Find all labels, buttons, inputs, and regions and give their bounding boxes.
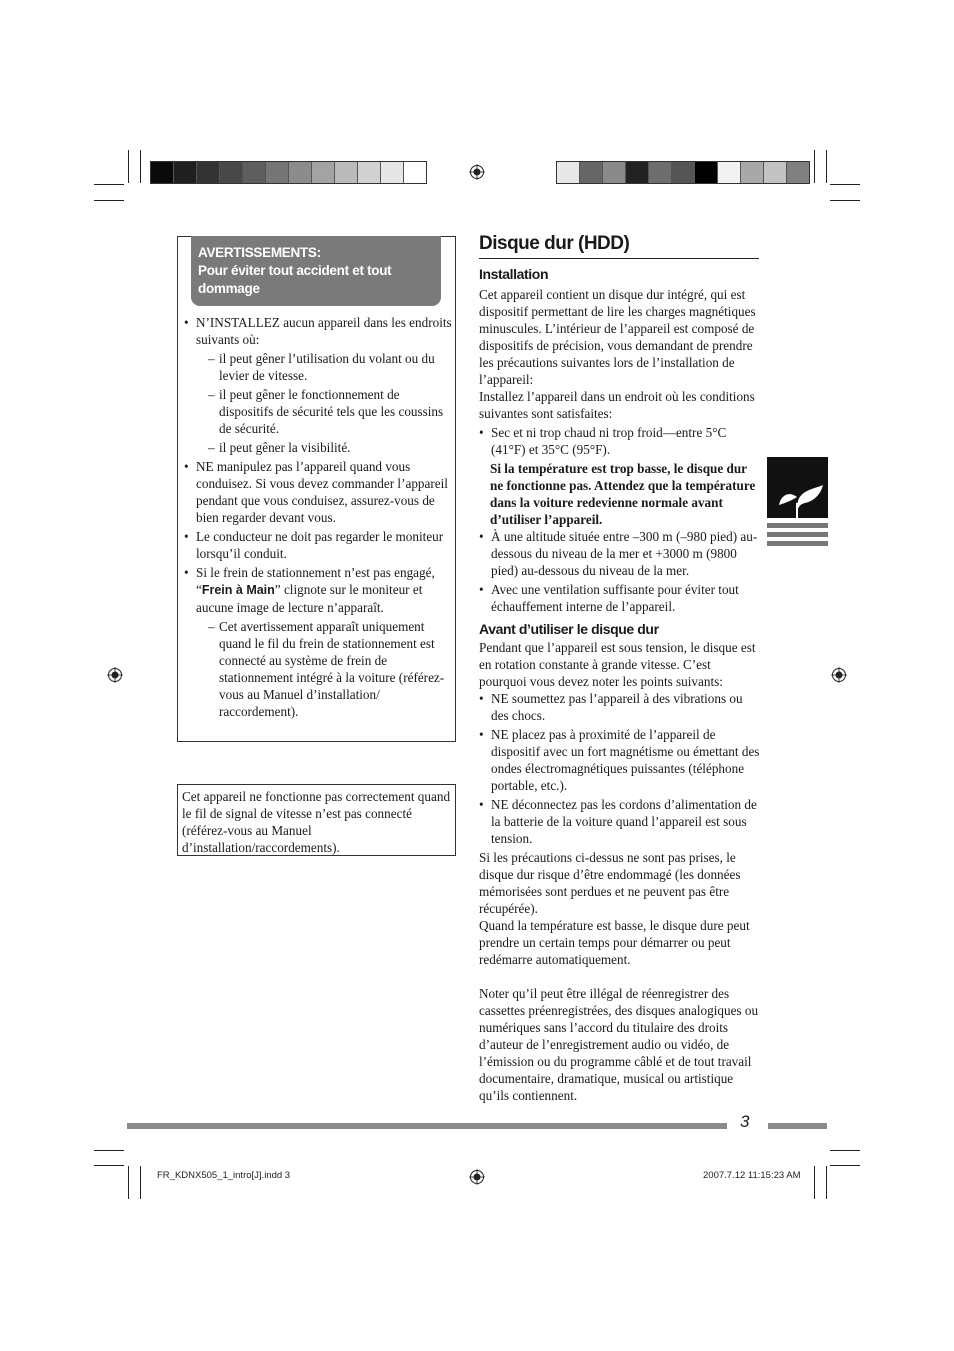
- registration-mark-icon: [469, 164, 485, 180]
- crop-mark: [94, 1165, 124, 1166]
- page-number: 3: [740, 1112, 750, 1131]
- before-use-intro: Pendant que l’appareil est sous tension, le disque est en rotation constante à grande vitesse. C’est pourquoi vous devez noter les points suivants:: [479, 640, 756, 689]
- warning-sub-bullet: – il peut gêner le fonctionnement de dispositifs de sécurité tels que les coussins de sécurité.: [184, 386, 452, 437]
- title-rule: [479, 258, 759, 259]
- warning-bullet: [184, 564, 452, 616]
- before-use-consequence: Si les précautions ci-dessus ne sont pas prises, le disque dur risque d’être endommagé (les données mémorisées sont perdues et ne peuvent pas être récupérée).: [479, 850, 741, 916]
- warning-content: [184, 314, 452, 722]
- footer-bar-right: [768, 1123, 827, 1129]
- color-swatch: [626, 162, 649, 183]
- parking-brake-term: Frein à Main: [201, 583, 275, 597]
- crop-mark: [814, 150, 815, 183]
- footer-bar-left: [127, 1123, 727, 1129]
- color-swatch: [764, 162, 787, 183]
- warning-subtitle: Pour éviter tout accident et tout dommage: [198, 263, 392, 296]
- color-swatch: [649, 162, 672, 183]
- warning-bullet-text: ” clignote sur le moniteur et aucune image de lecture n’apparaît.: [196, 582, 423, 615]
- warning-bullet: • Le conducteur ne doit pas regarder le moniteur lorsqu’il conduit.: [184, 528, 452, 562]
- speed-signal-note: Cet appareil ne fonctionne pas correctement quand le fil de signal de vitesse n’est pas connecté (référez-vous au Manuel d’installation/raccordements).: [177, 784, 456, 856]
- installation-heading: Installation: [479, 266, 549, 282]
- copyright-notice: Noter qu’il peut être illégal de réenregistrer des cassettes préenregistrées, des disques analogiques ou numériques sans l’accord du titulaire des droits d’auteur de l’enregistrement audio ou vidéo, de l’émission ou du programme câblé et de tout travail documentaire, dramatique, musical ou artistique qu’ils contiennent.: [479, 986, 759, 1103]
- installation-conditions: Installez l’appareil dans un endroit où les conditions suivantes sont satisfaites:: [479, 389, 755, 421]
- color-swatch: [603, 162, 626, 183]
- color-bar-right: [556, 161, 810, 184]
- registration-mark-icon: [469, 1169, 485, 1185]
- installation-intro: Cet appareil contient un disque dur intégré, qui est dispositif permettant de lire les charges magnétiques minuscules. L’intérieur de l’appareil est composé de dispositifs de précision, vous demandant de prendre les précautions suivantes lors de l’installation de l’appareil:: [479, 287, 756, 387]
- crop-mark: [814, 1166, 815, 1199]
- color-swatch: [695, 162, 718, 183]
- warning-bullet: • NE manipulez pas l’appareil quand vous conduisez. Si vous devez commander l’appareil pendant que vous conduisez, assurez-vous de bien regarder devant vous.: [184, 458, 452, 526]
- warning-title: AVERTISSEMENTS:: [198, 245, 321, 260]
- before-use-bullet: • NE placez pas à proximité de l’appareil de dispositif avec un fort magnétisme ou émettant des ondes électromagnétiques puissantes (téléphone portable, etc.).: [479, 726, 760, 794]
- crop-mark: [830, 184, 860, 185]
- leaf-icon: [767, 457, 828, 549]
- color-swatch: [197, 162, 220, 183]
- crop-mark: [830, 1165, 860, 1166]
- slug-date: 2007.7.12 11:15:23 AM: [703, 1170, 801, 1181]
- color-swatch: [289, 162, 312, 183]
- before-use-bullet: • NE déconnectez pas les cordons d’alimentation de la batterie de la voiture quand l’appareil est sous tension.: [479, 796, 760, 847]
- color-swatch: [557, 162, 580, 183]
- color-swatch: [312, 162, 335, 183]
- crop-mark: [94, 184, 124, 185]
- color-swatch: [151, 162, 174, 183]
- color-swatch: [787, 162, 809, 183]
- warning-bullet: • N’INSTALLEZ aucun appareil dans les endroits suivants où:: [184, 314, 452, 348]
- color-swatch: [741, 162, 764, 183]
- color-swatch: [220, 162, 243, 183]
- installation-bullet: • Sec et ni trop chaud ni trop froid—entre 5°C (41°F) et 35°C (95°F).: [479, 424, 760, 458]
- crop-mark: [140, 150, 141, 183]
- crop-mark: [94, 1150, 124, 1151]
- color-swatch: [358, 162, 381, 183]
- installation-bullet: • À une altitude située entre –300 m (–980 pied) au-dessous du niveau de la mer et +3000 m (9800 pied) au-dessous du niveau de la mer.: [479, 528, 760, 579]
- warning-sub-bullet: – il peut gêner la visibilité.: [184, 439, 452, 456]
- registration-mark-icon: [107, 667, 123, 683]
- registration-mark-icon: [831, 667, 847, 683]
- color-swatch: [174, 162, 197, 183]
- crop-mark: [94, 200, 124, 201]
- color-swatch: [718, 162, 741, 183]
- temperature-warning: Si la température est trop basse, le disque dur ne fonctionne pas. Attendez que la température dans la voiture redevienne normale avant d’utiliser l’appareil.: [490, 461, 756, 527]
- crop-mark: [830, 1150, 860, 1151]
- color-swatch: [404, 162, 426, 183]
- color-swatch: [672, 162, 695, 183]
- color-swatch: [335, 162, 358, 183]
- warning-sub-bullet: – Cet avertissement apparaît uniquement quand le fil du frein de stationnement est connecté au système de frein de stationnement intégré à la voiture (référez-vous au Manuel d’installation/ raccordement).: [184, 618, 452, 720]
- warning-header: [191, 236, 441, 306]
- crop-mark: [140, 1166, 141, 1199]
- color-swatch: [580, 162, 603, 183]
- before-use-temperature: Quand la température est basse, le disque dure peut prendre un certain temps pour démarrer ou peut redémarre automatiquement.: [479, 918, 750, 967]
- color-swatch: [243, 162, 266, 183]
- color-swatch: [266, 162, 289, 183]
- slug-filename: FR_KDNX505_1_intro[J].indd 3: [157, 1170, 291, 1181]
- before-use-bullet: • NE soumettez pas l’appareil à des vibrations ou des chocs.: [479, 690, 760, 724]
- warning-bullet-text: Si le frein de stationnement n’est pas engagé, “: [196, 565, 435, 597]
- warning-sub-bullet: – il peut gêner l’utilisation du volant ou du levier de vitesse.: [184, 350, 452, 384]
- color-bar-left: [150, 161, 427, 184]
- color-swatch: [381, 162, 404, 183]
- before-use-heading: Avant d’utiliser le disque dur: [479, 621, 659, 637]
- crop-mark: [826, 150, 827, 183]
- crop-mark: [830, 200, 860, 201]
- hdd-title: Disque dur (HDD): [479, 233, 630, 254]
- crop-mark: [128, 1166, 129, 1199]
- crop-mark: [826, 1166, 827, 1199]
- installation-bullet: • Avec une ventilation suffisante pour éviter tout échauffement interne de l’appareil.: [479, 581, 760, 615]
- hdd-content: [479, 264, 760, 1104]
- crop-mark: [128, 150, 129, 183]
